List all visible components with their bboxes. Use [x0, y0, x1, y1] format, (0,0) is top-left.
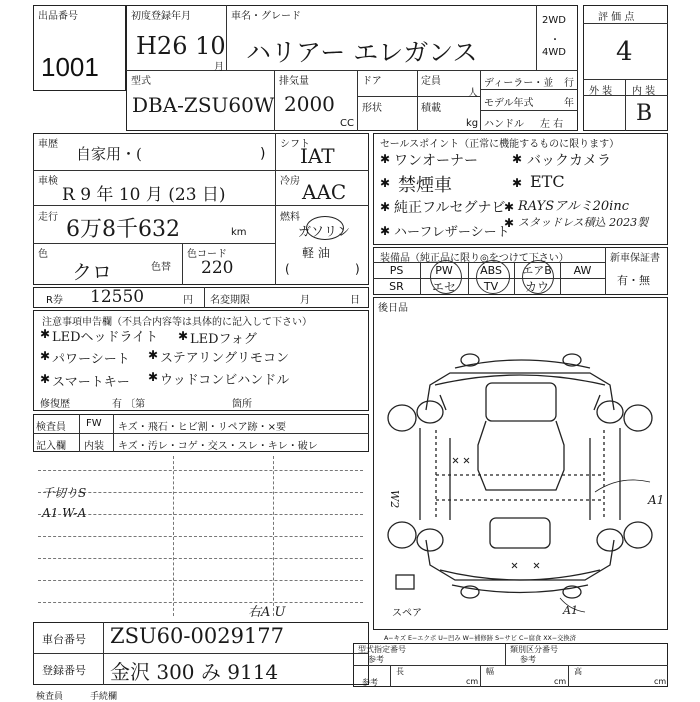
first-reg-value: H26 10	[136, 32, 226, 60]
sp-star-6: ✱	[504, 200, 515, 214]
history-close: )	[260, 146, 266, 162]
warranty-value: 有・無	[617, 274, 650, 287]
aircon-label: 冷房	[280, 176, 300, 187]
recycle-value: 12550	[90, 287, 145, 307]
color-code-label: 色コード	[187, 249, 227, 260]
registration-label: 登録番号	[42, 664, 86, 677]
color-value: クロ	[72, 260, 112, 284]
sp-3: 禁煙車	[398, 175, 452, 196]
door-label: ドア	[362, 76, 382, 87]
height-label: 高	[574, 667, 582, 676]
person-unit: 人	[468, 88, 478, 99]
width-unit: cm	[554, 677, 567, 686]
sp-star-4: ✱	[512, 176, 523, 190]
inspector-label: 検査員	[36, 422, 66, 433]
equip-kau: カウ	[524, 280, 549, 294]
name-grade-label: 車名・グレード	[231, 11, 301, 22]
name-change-month: 月	[300, 295, 310, 306]
handle-option: 左 右	[540, 119, 564, 130]
rear-seat-label: 後日品	[378, 303, 408, 314]
spare-label: スペア	[392, 608, 422, 619]
name-change-label: 名変期限	[210, 295, 250, 306]
repair-label: 修復歴	[40, 399, 70, 410]
fuel-open: (	[285, 262, 290, 276]
height-unit: cm	[654, 677, 667, 686]
recycle-unit: 円	[183, 295, 193, 306]
history-value: 自家用・(	[76, 145, 142, 163]
remarks-area	[33, 452, 369, 620]
first-reg-label: 初度登録年月	[131, 11, 191, 22]
remarks-line-1: 千切りS	[42, 486, 87, 500]
width-label: 幅	[486, 667, 494, 676]
dealer-label: ディーラー・並	[484, 78, 554, 89]
fuel-diesel: 軽 油	[302, 246, 330, 260]
displacement-value: 2000	[284, 92, 335, 116]
registration-value: 金沢 300 み 9114	[110, 660, 279, 684]
fuel-label: 燃料	[280, 212, 300, 223]
shape-label: 形状	[362, 103, 382, 114]
dealer-unit: 行	[564, 78, 574, 89]
sp-star-5: ✱	[380, 200, 391, 214]
sp-1: ワンオーナー	[394, 153, 478, 169]
exterior-label: 外 装	[589, 86, 613, 97]
category-label: 類別区分番号	[510, 645, 558, 654]
mileage-value: 6万8千632	[66, 217, 180, 242]
year-unit: 年	[564, 98, 574, 109]
equip-aw: AW	[573, 263, 592, 277]
aircon-value: AAC	[302, 180, 347, 204]
fw-label: FW	[86, 418, 102, 429]
lot-label: 出品番号	[38, 11, 78, 22]
sp-star-8: ✱	[504, 216, 515, 230]
sales-points-label: セールスポイント（正常に機能するものに限ります）	[380, 139, 620, 150]
lot-number: 1001	[41, 52, 99, 82]
note-star-2: ✱	[178, 329, 189, 343]
remarks-line-2: A1 W-A	[42, 506, 87, 520]
length-ref: 参考	[362, 678, 378, 687]
sp-star-7: ✱	[380, 224, 391, 238]
length-label: 長	[396, 667, 404, 676]
model-value: DBA-ZSU60W	[132, 93, 275, 117]
note-star-4: ✱	[148, 348, 159, 362]
model-year-label: モデル年式	[484, 98, 534, 109]
name-change-day: 日	[350, 295, 360, 306]
drive-2wd: 2WD	[542, 15, 566, 26]
mark-a1-right: A1	[648, 493, 665, 507]
fuel-gasoline-circle	[306, 216, 344, 240]
interior-value: B	[636, 101, 653, 126]
chassis-value: ZSU60-0029177	[110, 624, 285, 648]
equip-se: エセ	[431, 280, 456, 294]
grade-label: 評 価 点	[598, 12, 635, 23]
bottom-label-a: 検査員	[36, 692, 64, 702]
length-unit: cm	[466, 677, 479, 686]
drive-4wd: 4WD	[542, 47, 566, 58]
class-label: 型式指定番号	[358, 645, 406, 654]
interior-row-text: キズ・汚レ・コゲ・交ス・スレ・キレ・破レ	[118, 441, 318, 452]
remarks-bottom-note: 右A U	[248, 605, 286, 620]
kg-unit: kg	[466, 118, 479, 129]
recycle-box	[33, 287, 369, 308]
equip-abs-circle	[476, 260, 510, 294]
mark-w2: W2	[388, 490, 401, 509]
mileage-unit: km	[231, 227, 247, 238]
equip-ps: PS	[389, 263, 404, 277]
class-ref: 参考	[368, 655, 384, 664]
equip-sr: SR	[389, 280, 404, 293]
mileage-label: 走行	[38, 212, 58, 223]
first-reg-month-unit: 月	[214, 62, 224, 73]
chassis-label: 車台番号	[42, 633, 86, 646]
note-6: ウッドコンビハンドル	[160, 373, 290, 388]
note-star-3: ✱	[40, 349, 51, 363]
sp-8: スタッドレス積込 2023製	[518, 216, 649, 229]
drive-dot: ・	[550, 35, 560, 46]
inspection-value: R 9 年 10 月 (23 日)	[62, 185, 226, 205]
interior-label: 内 装	[632, 86, 656, 97]
cc-unit: CC	[340, 118, 354, 129]
note-star-5: ✱	[40, 372, 51, 386]
note-star-6: ✱	[148, 370, 159, 384]
note-3: パワーシート	[52, 352, 130, 367]
repair-value: 有 〔第	[112, 399, 146, 410]
damage-legend: A−キズ E−エクボ U−凹み W−補修跡 S−サビ C−腐食 XX−交換済	[384, 635, 577, 642]
recycle-label: R券	[46, 295, 63, 306]
shift-label: シフト	[280, 139, 310, 150]
repair-suffix: 箇所	[232, 399, 252, 410]
notes-label: 注意事項申告欄（不具合内容等は具体的に記入して下さい）	[42, 317, 312, 328]
sp-5: 純正フルセグナビ	[394, 200, 506, 216]
sp-star-1: ✱	[380, 152, 391, 166]
recolor-label: 色替	[151, 262, 171, 273]
warranty-label: 新車保証書	[610, 253, 660, 264]
sp-6: RAYSアルミ20inc	[518, 199, 629, 214]
note-4: ステアリングリモコン	[160, 351, 289, 366]
bottom-label-b: 手続欄	[90, 692, 118, 702]
load-label: 積載	[421, 103, 441, 114]
capacity-label: 定員	[421, 76, 441, 87]
equip-abs: ABS	[480, 263, 502, 277]
entry-label: 記入欄	[36, 441, 66, 452]
fuel-close: )	[355, 262, 360, 276]
equip-airbag-circle	[522, 260, 554, 294]
color-label: 色	[38, 249, 48, 260]
sp-4: ETC	[530, 172, 565, 191]
sp-star-3: ✱	[380, 176, 391, 190]
note-star-1: ✱	[40, 327, 51, 341]
category-ref: 参考	[520, 655, 536, 664]
equipment-label: 装備品（純正品に限り◎をつけて下さい）	[380, 253, 569, 264]
sp-7: ハーフレザーシート	[394, 225, 510, 240]
handle-label: ハンドル	[484, 119, 524, 130]
sp-2: バックカメラ	[527, 153, 611, 169]
sp-star-2: ✱	[512, 152, 523, 166]
displacement-label: 排気量	[279, 76, 309, 87]
equip-airbag: エアB	[522, 264, 552, 277]
diagram-box	[373, 297, 668, 630]
mark-a1-bottom: A1	[563, 604, 578, 617]
equip-pw: PW	[435, 263, 453, 277]
interior-row-label: 内装	[84, 441, 104, 452]
note-1: LEDヘッドライト	[52, 330, 159, 345]
fuel-gasoline: ガソリン	[298, 225, 351, 240]
name-grade-value: ハリアー エレガンス	[246, 38, 478, 67]
fw-text: キズ・飛石・ヒビ割・リペア跡・×要	[118, 422, 286, 433]
history-label: 車歴	[38, 139, 58, 150]
grade-value: 4	[616, 37, 633, 67]
inspection-label: 車検	[38, 176, 58, 187]
model-label: 型式	[131, 76, 151, 87]
equip-tv: TV	[483, 280, 499, 293]
color-code-value: 220	[201, 258, 234, 278]
shift-value: IAT	[300, 144, 335, 168]
note-5: スマートキー	[52, 375, 130, 390]
note-2: LEDフォグ	[190, 332, 257, 347]
equip-pw-circle	[430, 260, 462, 294]
